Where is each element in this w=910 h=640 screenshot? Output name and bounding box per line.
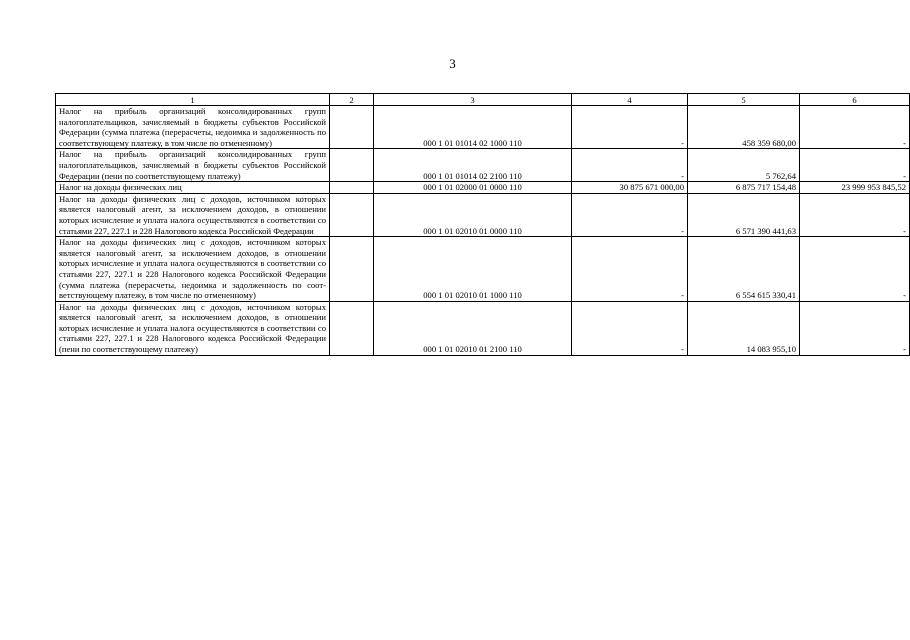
row-col6-cell: - xyxy=(800,149,910,182)
row-col6-cell: - xyxy=(800,193,910,236)
row-col4-cell: - xyxy=(572,106,688,149)
table-row xyxy=(56,237,910,302)
row-col5-cell: 14 083 955,10 xyxy=(688,301,800,355)
row-col2-cell xyxy=(330,182,374,194)
header-row xyxy=(56,94,910,106)
row-col5-cell: 458 359 680,00 xyxy=(688,106,800,149)
row-col4-cell: - xyxy=(572,237,688,302)
row-code-cell: 000 1 01 02010 01 2100 110 xyxy=(374,301,572,355)
row-col6-cell: - xyxy=(800,237,910,302)
column-header-4: 4 xyxy=(572,94,688,106)
column-header-5: 5 xyxy=(688,94,800,106)
column-header-1: 1 xyxy=(56,94,330,106)
row-name-cell: Налог на доходы физических лиц с доходов, источником которых является налоговый агент, за исключением доходов, в отношении которых исчисление и уплата налога осуществляются в соответствии со статьями 227, 227.1 и 228 Налогового кодекса Российской Федерации (сумма платежа (перерасчеты, недоимка и задолженность по соответствующему платежу, в том числе по отмененному) xyxy=(56,237,330,302)
row-name-cell: Налог на доходы физических лиц с доходов, источником которых является налоговый агент, за исключением доходов, в отношении которых исчисление и уплата налога осуществляются в соответствии со статьями 227, 227.1 и 228 Налогового кодекса Российской Федерации (пени по соответствующему платежу) xyxy=(56,301,330,355)
row-col6-cell: - xyxy=(800,106,910,149)
row-name-cell: Налог на доходы физических лиц xyxy=(56,182,330,194)
table-row xyxy=(56,149,910,182)
table-row xyxy=(56,193,910,236)
row-col5-cell: 6 554 615 330,41 xyxy=(688,237,800,302)
row-col2-cell xyxy=(330,193,374,236)
column-header-3: 3 xyxy=(374,94,572,106)
row-col5-cell: 5 762,64 xyxy=(688,149,800,182)
row-code-cell: 000 1 01 01014 02 1000 110 xyxy=(374,106,572,149)
row-col4-cell: - xyxy=(572,149,688,182)
row-name-cell: Налог на прибыль организаций консолидированных групп налогоплательщиков, зачисляемый в бюджеты субъектов Российской Федерации (пени по соответствующему платежу) xyxy=(56,149,330,182)
row-col2-cell xyxy=(330,301,374,355)
row-col4-cell: 30 875 671 000,00 xyxy=(572,182,688,194)
row-code-cell: 000 1 01 02010 01 1000 110 xyxy=(374,237,572,302)
table-row xyxy=(56,301,910,355)
row-col2-cell xyxy=(330,149,374,182)
row-name-cell: Налог на доходы физических лиц с доходов, источником которых является налоговый агент, за исключением доходов, в отношении которых исчисление и уплата налога осуществляются в соответствии со статьями 227, 227.1 и 228 Налогового кодекса Российской Федерации xyxy=(56,193,330,236)
table-row xyxy=(56,182,910,194)
row-col4-cell: - xyxy=(572,193,688,236)
column-header-6: 6 xyxy=(800,94,910,106)
row-code-cell: 000 1 01 02010 01 0000 110 xyxy=(374,193,572,236)
row-code-cell: 000 1 01 01014 02 2100 110 xyxy=(374,149,572,182)
row-code-cell: 000 1 01 02000 01 0000 110 xyxy=(374,182,572,194)
budget-table xyxy=(55,93,910,356)
row-col6-cell: - xyxy=(800,301,910,355)
table-row xyxy=(56,106,910,149)
row-col2-cell xyxy=(330,106,374,149)
row-col5-cell: 6 571 390 441,63 xyxy=(688,193,800,236)
page-number: 3 xyxy=(449,56,456,71)
row-name-cell: Налог на прибыль организаций консолидированных групп налогоплательщиков, зачисляемый в бюджеты субъектов Российской Федерации (сумма платежа (перерасчеты, недоимка и задолженность по соответствующему платежу, в том числе по отмененному) xyxy=(56,106,330,149)
row-col6-cell: 23 999 953 845,52 xyxy=(800,182,910,194)
column-header-2: 2 xyxy=(330,94,374,106)
row-col4-cell: - xyxy=(572,301,688,355)
row-col2-cell xyxy=(330,237,374,302)
row-col5-cell: 6 875 717 154,48 xyxy=(688,182,800,194)
